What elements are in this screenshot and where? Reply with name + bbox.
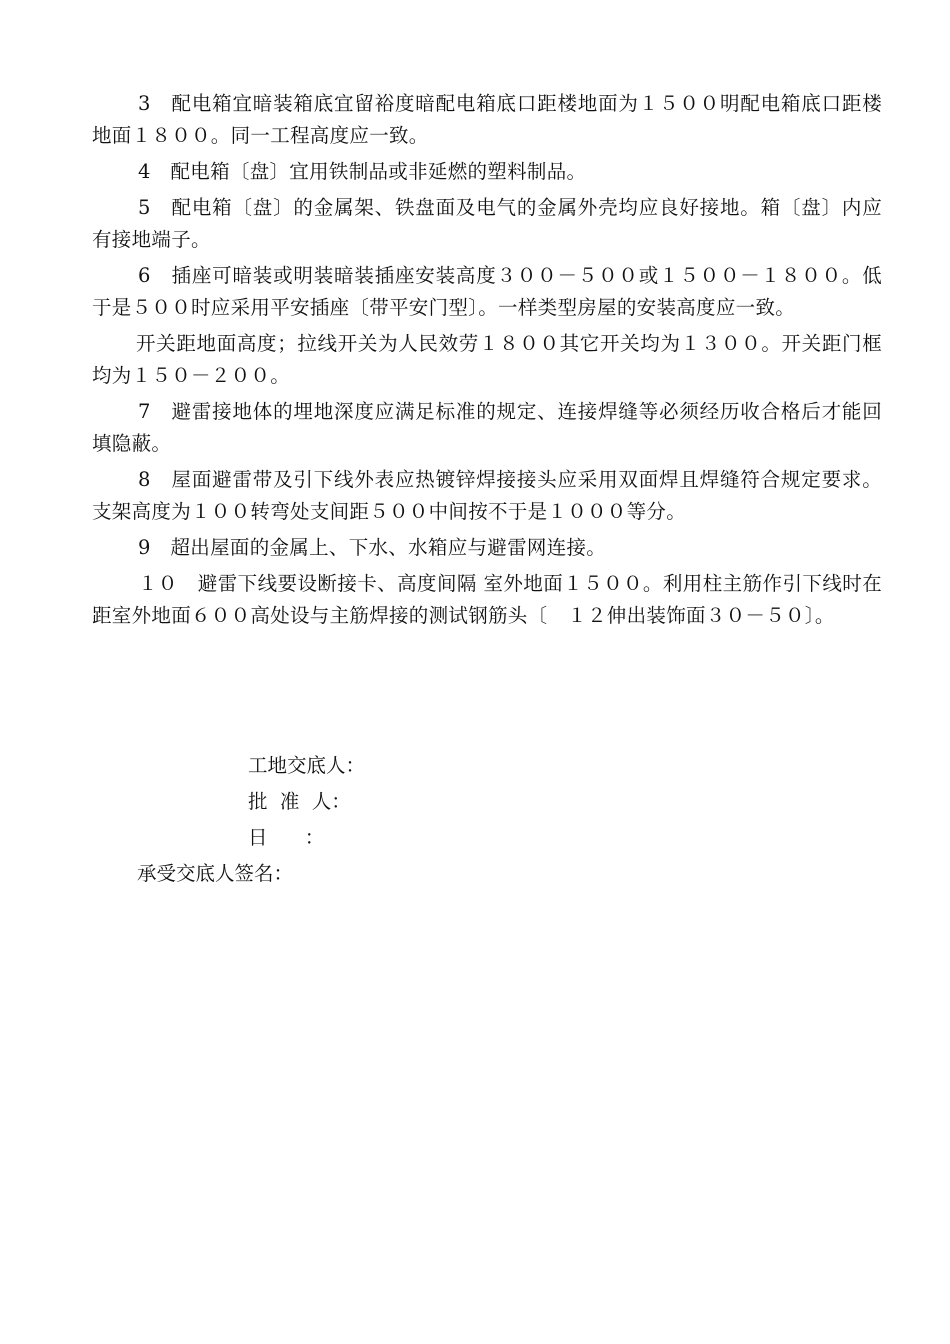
paragraph-item-4: 4 配电箱〔盘〕宜用铁制品或非延燃的塑料制品。 [138, 160, 587, 183]
paragraph-item-6: 6 插座可暗装或明装暗装插座安装高度３００－５００或１５００－１８００。低于是５００时应采用平安插座〔带平安门型〕。一样类型房屋的安装高度应一致。 [92, 264, 882, 319]
paragraph-item-10: １０ 避雷下线要设断接卡、高度间隔 室外地面１５００。利用柱主筋作引下线时在距室外地面６００高处设与主筋焊接的测试钢筋头〔 １２伸出装饰面３０－５０〕。 [92, 572, 882, 627]
document-body [92, 88, 882, 636]
paragraph-item-8: 8 屋面避雷带及引下线外表应热镀锌焊接接头应采用双面焊且焊缝符合规定要求。支架高度为１００转弯处支间距５００中间按不于是１０００等分。 [92, 468, 882, 523]
signature-block [248, 748, 748, 856]
paragraph-item-3: 3 配电箱宜暗装箱底宜留裕度暗配电箱底口距楼地面为１５００明配电箱底口距楼地面１８００。同一工程高度应一致。 [92, 92, 882, 147]
paragraph-switch-height: 开关距地面高度；拉线开关为人民效劳１８００其它开关均为１３００。开关距门框均为１５０－２００。 [92, 332, 882, 387]
paragraph-item-5: 5 配电箱〔盘〕的金属架、铁盘面及电气的金属外壳均应良好接地。箱〔盘〕内应有接地端子。 [92, 196, 882, 251]
date-label: 日 ： [248, 826, 325, 849]
site-briefer-label: 工地交底人： [248, 754, 366, 777]
receiver-signature-label: 承受交底人签名： [137, 862, 294, 885]
paragraph-item-7: 7 避雷接地体的埋地深度应满足标准的规定、连接焊缝等必须经历收合格后才能回填隐蔽。 [92, 400, 882, 455]
paragraph-item-9: 9 超出屋面的金属上、下水、水箱应与避雷网连接。 [138, 536, 607, 559]
approver-label: 批 准 人： [248, 790, 351, 813]
